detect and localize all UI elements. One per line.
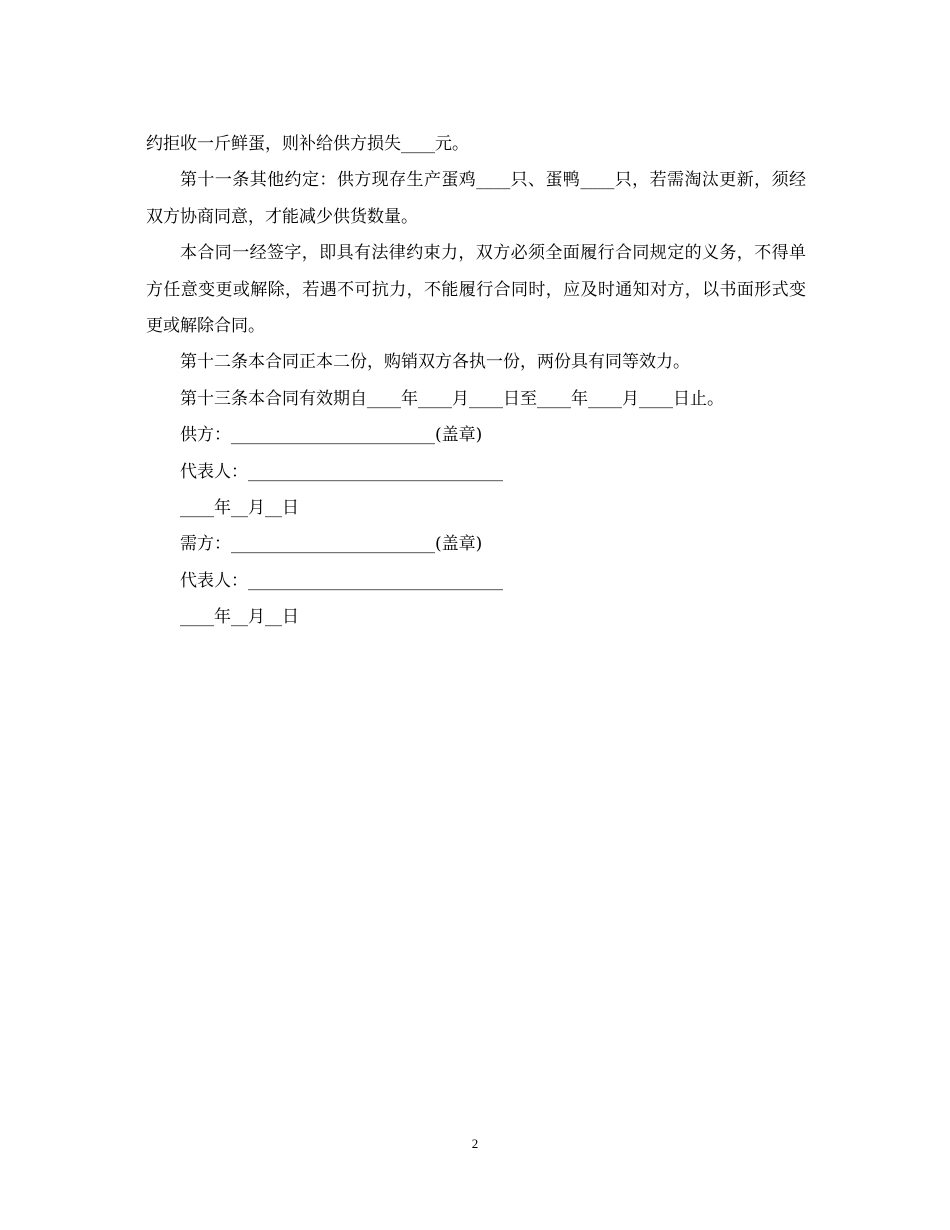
paragraph-article-13: 第十三条本合同有效期自____年____月____日至____年____月____日止。 [180, 388, 724, 409]
supplier-representative-line: 代表人：______________________________ [180, 461, 503, 482]
paragraph-binding-effect: 本合同一经签字，即具有法律约束力，双方必须全面履行合同规定的义务，不得单方任意变更或解除，若遇不可抗力，不能履行合同时，应及时通知对方，以书面形式变更或解除合同。 [146, 243, 806, 337]
buyer-representative-line: 代表人：______________________________ [180, 570, 503, 591]
supplier-signature-line: 供方：________________________(盖章) [180, 425, 483, 446]
paragraph-compensation: 约拒收一斤鲜蛋，则补给供方损失____元。 [146, 134, 469, 154]
paragraph-article-11: 第十一条其他约定：供方现存生产蛋鸡____只、蛋鸭____只，若需淘汰更新，须经双方协商同意，才能减少供货数量。 [146, 170, 806, 227]
document-body [146, 126, 806, 636]
buyer-date-line: ____年__月__日 [180, 607, 299, 628]
page-number: 2 [471, 1136, 479, 1151]
paragraph-article-12: 第十二条本合同正本二份，购销双方各执一份，两份具有同等效力。 [180, 352, 690, 373]
buyer-signature-line: 需方：________________________(盖章) [180, 534, 483, 555]
supplier-date-line: ____年__月__日 [180, 498, 299, 519]
signature-block [146, 417, 806, 635]
